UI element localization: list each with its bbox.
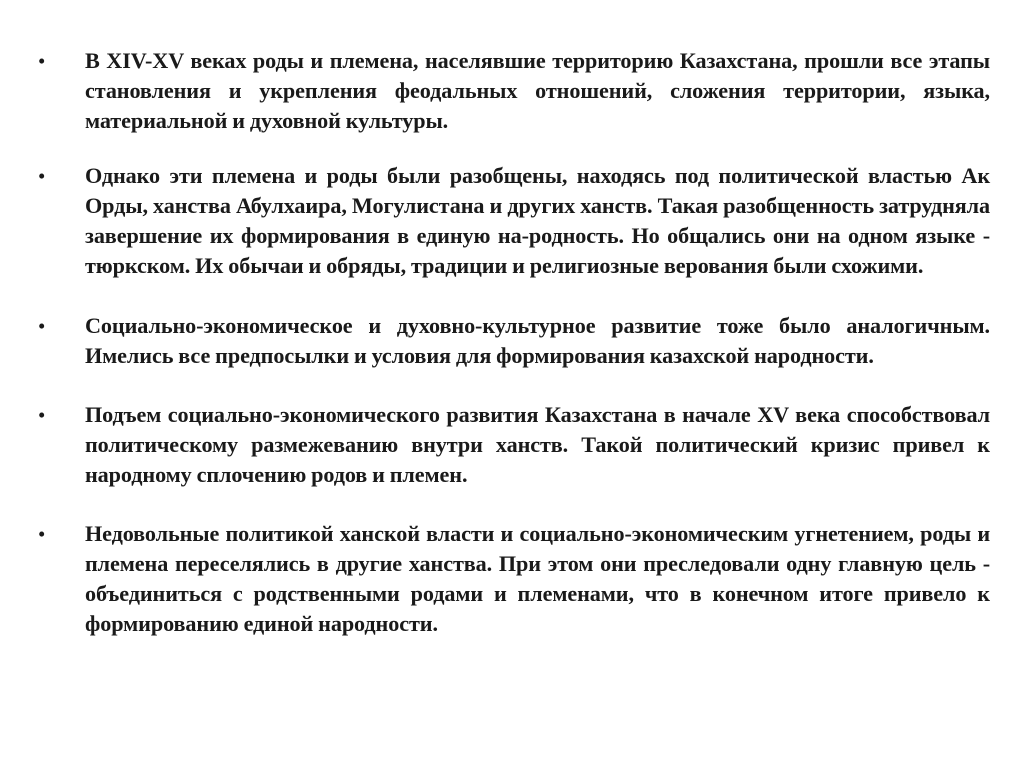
- bullet-text: Однако эти племена и роды были разобщены, находясь под политической властью Ак Орды, ханства Абулхаира, Могулистана и других ханств. Такая разобщенность затрудняла завершение их формирования в единую на-родность. Но общались они на одном языке - тюркском. Их обычаи и обряды, традиции и религиозные верования были схожими.: [85, 163, 990, 278]
- bullet-item-1: [38, 46, 990, 136]
- bullet-list: [38, 46, 990, 664]
- bullet-dot-icon: •: [38, 314, 46, 338]
- bullet-dot-icon: •: [38, 403, 46, 427]
- bullet-text: В XIV-XV веках роды и племена, населявшие территорию Казахстана, прошли все этапы становления и укрепления феодальных отношений, сложения территории, языка, материальной и духовной культуры.: [85, 48, 990, 133]
- bullet-item-2: [38, 161, 990, 281]
- bullet-item-4: [38, 400, 990, 490]
- bullet-text: Подъем социально-экономического развития Казахстана в начале XV века способствовал политическому размежеванию внутри ханств. Такой политический кризис привел к народному сплочению родов и племен.: [85, 402, 990, 487]
- bullet-item-3: [38, 311, 990, 371]
- bullet-item-5: [38, 519, 990, 639]
- bullet-dot-icon: •: [38, 164, 46, 188]
- bullet-dot-icon: •: [38, 522, 46, 546]
- bullet-text: Недовольные политикой ханской власти и социально-экономическим угнетением, роды и племена переселялись в другие ханства. При этом они преследовали одну главную цель - объединиться с родственными родами и племенами, что в конечном итоге привело к формированию единой народности.: [85, 521, 990, 636]
- bullet-dot-icon: •: [38, 49, 46, 73]
- bullet-text: Социально-экономическое и духовно-культурное развитие тоже было аналогичным. Имелись все предпосылки и условия для формирования казахской народности.: [85, 313, 990, 368]
